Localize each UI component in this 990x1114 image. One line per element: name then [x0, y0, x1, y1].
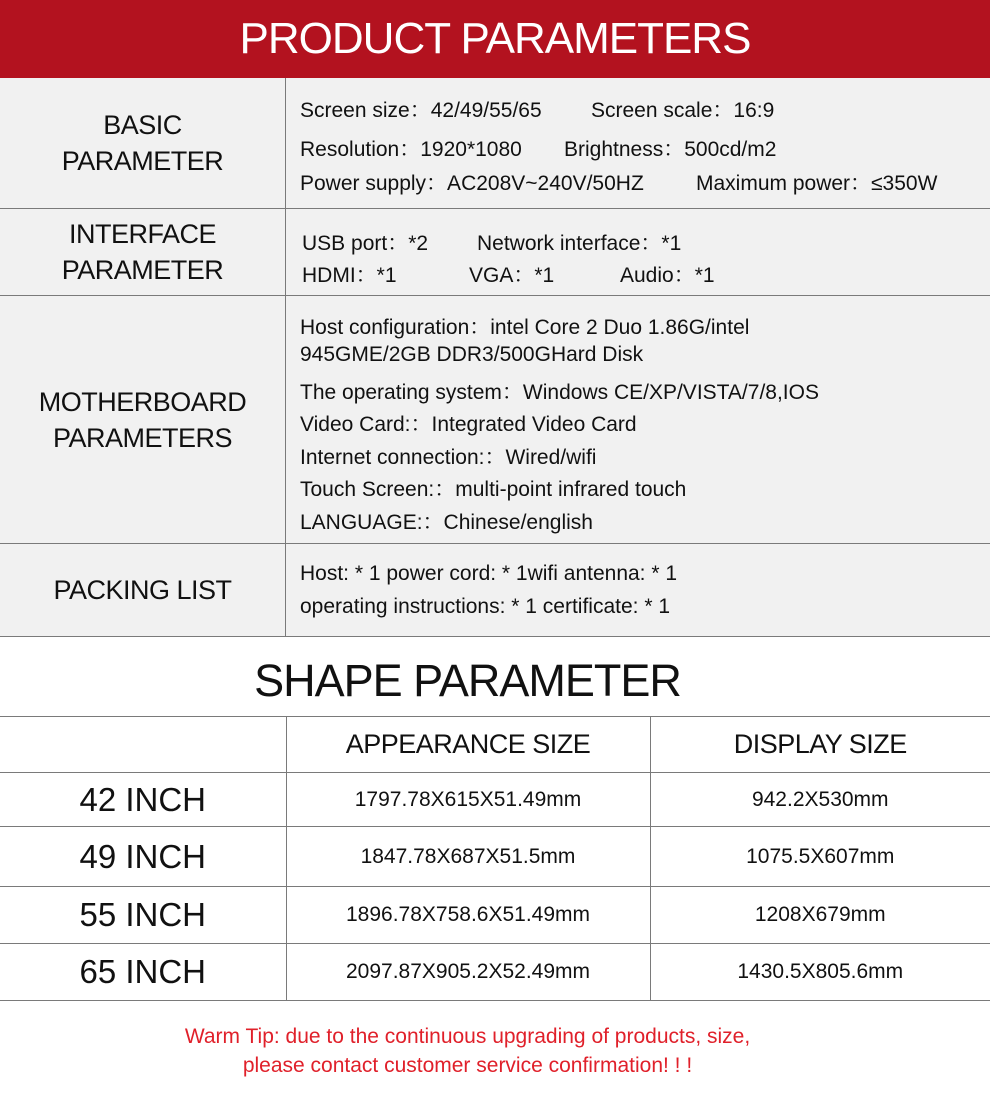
interface-label-line2: PARAMETER [61, 255, 224, 285]
vga-port: VGA：*1 [469, 264, 555, 287]
packing-list-label [0, 544, 286, 636]
table-header-empty [0, 717, 286, 773]
page-title: PRODUCT PARAMETERS [239, 14, 751, 63]
hdmi-port: HDMI：*1 [302, 264, 397, 287]
basic-label-line2: PARAMETER [61, 146, 224, 176]
basic-parameter-label [0, 78, 286, 208]
warm-tip [0, 1022, 935, 1080]
warm-tip-line2: please contact customer service confirmation! ! ! [242, 1054, 693, 1077]
basic-label-line1: BASIC [103, 110, 182, 140]
shape-parameter-title: SHAPE PARAMETER [254, 655, 681, 706]
packing-list-row [0, 544, 990, 637]
appearance-size-header: APPEARANCE SIZE [286, 717, 650, 773]
host-configuration: Host configuration：intel Core 2 Duo 1.86G/intel [300, 316, 750, 339]
appearance-cell: 1896.78X758.6X51.49mm [286, 887, 650, 944]
table-row [0, 827, 990, 887]
basic-parameter-row [0, 78, 990, 209]
touch-screen: Touch Screen:：multi-point infrared touch [300, 478, 687, 501]
appearance-cell: 1847.78X687X51.5mm [286, 827, 650, 887]
operating-system: The operating system：Windows CE/XP/VISTA/7/8,IOS [300, 381, 819, 404]
motherboard-parameters-label [0, 296, 286, 543]
table-row [0, 773, 990, 827]
size-cell: 65 INCH [0, 944, 286, 1001]
motherboard-parameters-content [300, 296, 980, 543]
power-supply: Power supply：AC208V~240V/50HZ [300, 172, 644, 195]
motherboard-parameters-row [0, 296, 990, 544]
warm-tip-line1: Warm Tip: due to the continuous upgrading of products, size, [184, 1025, 751, 1048]
interface-label-line1: INTERFACE [68, 219, 217, 249]
packing-line-1: Host: * 1 power cord: * 1wifi antenna: * 1 [300, 562, 678, 585]
display-cell: 1208X679mm [650, 887, 990, 944]
screen-scale: Screen scale：16:9 [591, 99, 775, 122]
shape-parameter-table [0, 716, 990, 1001]
usb-port: USB port：*2 [302, 232, 429, 255]
interface-parameter-label [0, 209, 286, 295]
size-cell: 55 INCH [0, 887, 286, 944]
brightness: Brightness：500cd/m2 [564, 138, 777, 161]
table-row [0, 887, 990, 944]
packing-list-content [300, 544, 980, 636]
video-card: Video Card:：Integrated Video Card [300, 413, 637, 436]
language: LANGUAGE:：Chinese/english [300, 511, 593, 534]
display-size-header: DISPLAY SIZE [650, 717, 990, 773]
packing-line-2: operating instructions: * 1 certificate: * 1 [300, 595, 671, 618]
display-cell: 1430.5X805.6mm [650, 944, 990, 1001]
maximum-power: Maximum power：≤350W [696, 172, 938, 195]
table-row [0, 944, 990, 1001]
resolution: Resolution：1920*1080 [300, 138, 522, 161]
packing-list-label-text: PACKING LIST [53, 575, 232, 605]
interface-parameter-content [300, 209, 980, 295]
size-cell: 49 INCH [0, 827, 286, 887]
network-interface: Network interface：*1 [477, 232, 682, 255]
motherboard-label-line2: PARAMETERS [52, 422, 232, 453]
appearance-cell: 2097.87X905.2X52.49mm [286, 944, 650, 1001]
audio-port: Audio：*1 [620, 264, 715, 287]
motherboard-label-line1: MOTHERBOARD [38, 386, 247, 417]
table-header-row [0, 717, 990, 773]
basic-parameter-content [300, 78, 980, 208]
host-configuration-cont: 945GME/2GB DDR3/500GHard Disk [300, 343, 644, 366]
screen-size: Screen size：42/49/55/65 [300, 99, 542, 122]
size-cell: 42 INCH [0, 773, 286, 827]
interface-parameter-row [0, 209, 990, 296]
internet-connection: Internet connection:：Wired/wifi [300, 446, 597, 469]
display-cell: 942.2X530mm [650, 773, 990, 827]
display-cell: 1075.5X607mm [650, 827, 990, 887]
appearance-cell: 1797.78X615X51.49mm [286, 773, 650, 827]
page-title-banner [0, 0, 990, 78]
